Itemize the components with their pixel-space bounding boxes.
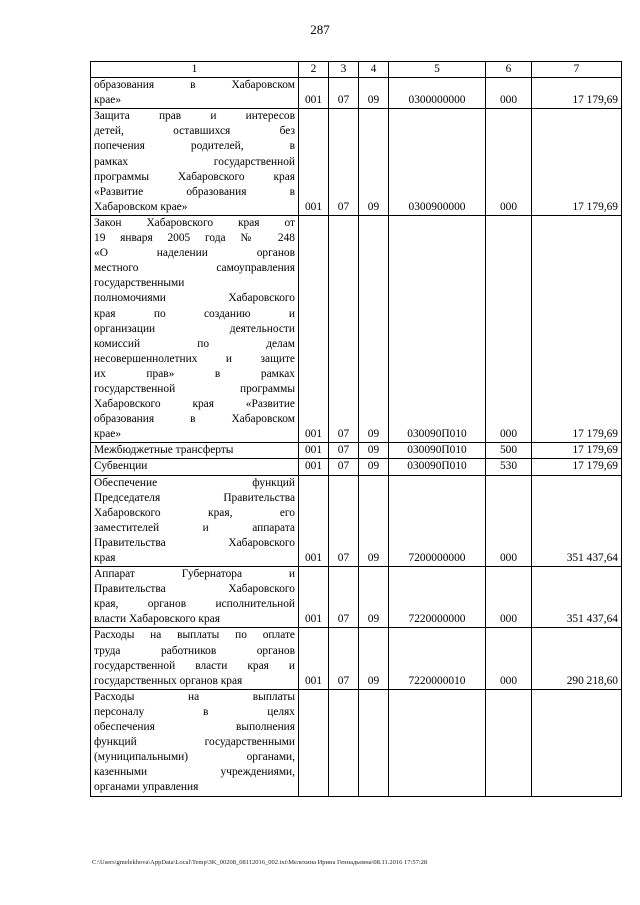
table-row: [91, 475, 622, 567]
target-article-cell: 0300900000: [389, 109, 486, 216]
expense-type-cell: 000: [486, 475, 532, 567]
amount-cell: 351 437,64: [532, 475, 622, 567]
row-name-cell: [91, 459, 299, 475]
header-col-3: 3: [329, 62, 359, 78]
header-col-1: 1: [91, 62, 299, 78]
header-col-7: 7: [532, 62, 622, 78]
section-cell: 07: [329, 459, 359, 475]
section-cell: 07: [329, 628, 359, 689]
amount-cell: 17 179,69: [532, 78, 622, 109]
expense-type-cell: [486, 689, 532, 796]
row-name-line: Хабаровского края «Развитие: [94, 398, 295, 411]
row-name-line: несовершеннолетних и защите: [94, 352, 295, 365]
row-name-line: 19 января 2005 года № 248: [94, 232, 295, 245]
subsection-cell: 09: [359, 475, 389, 567]
row-name-line: Расходы на выплаты по оплате: [94, 629, 295, 642]
section-cell: [329, 689, 359, 796]
table-row: [91, 567, 622, 628]
amount-cell: 351 437,64: [532, 567, 622, 628]
file-path-footer: C:\Users\gmelekhova\AppData\Local\Temp\3K_00208_08112016_002.txt\Мелехина Ирина Геннадьевна\08.11.2016 17:57:28: [92, 859, 428, 866]
row-name-cell: [91, 567, 299, 628]
admin-code-cell: 001: [299, 567, 329, 628]
row-name-line: края: [94, 552, 116, 564]
subsection-cell: 09: [359, 78, 389, 109]
row-name-cell: [91, 475, 299, 567]
row-name-line: края по созданию и: [94, 307, 295, 320]
row-name-line: (муниципальными) органами,: [94, 751, 295, 764]
row-name-line: попечения родителей, в: [94, 140, 295, 153]
target-article-cell: 0300000000: [389, 78, 486, 109]
row-name-line: Правительства Хабаровского: [94, 583, 295, 596]
expense-type-cell: 000: [486, 567, 532, 628]
admin-code-cell: 001: [299, 628, 329, 689]
row-name-line: программы Хабаровского края: [94, 170, 295, 183]
table-row: [91, 628, 622, 689]
admin-code-cell: 001: [299, 215, 329, 442]
section-cell: 07: [329, 443, 359, 459]
subsection-cell: 09: [359, 628, 389, 689]
row-name-line: Хабаровском крае»: [94, 200, 188, 213]
expense-type-cell: 000: [486, 109, 532, 216]
amount-cell: 17 179,69: [532, 443, 622, 459]
section-cell: 07: [329, 109, 359, 216]
expense-type-cell: 530: [486, 459, 532, 475]
row-name-line: комиссий по делам: [94, 337, 295, 350]
section-cell: 07: [329, 78, 359, 109]
row-name-line: органами управления: [94, 781, 199, 794]
admin-code-cell: 001: [299, 109, 329, 216]
amount-cell: 290 218,60: [532, 628, 622, 689]
page-number: 287: [310, 22, 330, 37]
row-name-cell: [91, 78, 299, 109]
row-name-line: «Развитие образования в: [94, 185, 295, 198]
row-name-line: образования в Хабаровском: [94, 413, 295, 426]
row-name-line: государственных органов края: [94, 674, 243, 687]
amount-cell: 17 179,69: [532, 215, 622, 442]
expense-type-cell: 000: [486, 78, 532, 109]
row-name-line: рамках государственной: [94, 155, 295, 168]
row-name-cell: [91, 215, 299, 442]
target-article-cell: 030090П010: [389, 443, 486, 459]
row-name-line: крае»: [94, 94, 122, 107]
row-name-line: их прав» в рамках: [94, 367, 295, 380]
row-name-line: Расходы на выплаты: [94, 690, 295, 703]
row-name-cell: [91, 443, 299, 459]
section-cell: 07: [329, 475, 359, 567]
row-name-line: Председателя Правительства: [94, 491, 295, 504]
subsection-cell: 09: [359, 459, 389, 475]
row-name-cell: [91, 109, 299, 216]
row-name-line: края, органов исполнительной: [94, 598, 295, 611]
budget-table: [90, 61, 622, 797]
row-name-line: Межбюджетные трансферты: [94, 444, 234, 457]
header-row: [91, 62, 622, 78]
header-col-6: 6: [486, 62, 532, 78]
admin-code-cell: 001: [299, 443, 329, 459]
header-col-5: 5: [389, 62, 486, 78]
subsection-cell: 09: [359, 215, 389, 442]
row-name-line: крае»: [94, 428, 122, 441]
row-name-line: власти Хабаровского края: [94, 613, 220, 626]
row-name-line: Закон Хабаровского края от: [94, 216, 295, 229]
row-name-line: функций государственными: [94, 736, 295, 749]
row-name-line: Защита прав и интересов: [94, 110, 295, 123]
row-name-line: государственными: [94, 277, 185, 290]
amount-cell: 17 179,69: [532, 109, 622, 216]
target-article-cell: 7220000010: [389, 628, 486, 689]
row-name-line: детей, оставшихся без: [94, 125, 295, 138]
row-name-line: полномочиями Хабаровского: [94, 292, 295, 305]
row-name-line: местного самоуправления: [94, 262, 295, 275]
subsection-cell: [359, 689, 389, 796]
table-row: [91, 459, 622, 475]
row-name-line: казенными учреждениями,: [94, 766, 295, 779]
row-name-line: Обеспечение функций: [94, 476, 295, 489]
row-name-line: персоналу в целях: [94, 705, 295, 718]
section-cell: 07: [329, 567, 359, 628]
section-cell: 07: [329, 215, 359, 442]
table-row: [91, 443, 622, 459]
table-row: [91, 78, 622, 109]
target-article-cell: [389, 689, 486, 796]
table-row: [91, 109, 622, 216]
target-article-cell: 7220000000: [389, 567, 486, 628]
admin-code-cell: 001: [299, 475, 329, 567]
row-name-line: организации деятельности: [94, 322, 295, 335]
row-name-cell: [91, 628, 299, 689]
row-name-line: Правительства Хабаровского: [94, 536, 295, 549]
row-name-line: Хабаровского края, его: [94, 506, 295, 519]
amount-cell: [532, 689, 622, 796]
row-name-line: заместителей и аппарата: [94, 521, 295, 534]
table-row: [91, 689, 622, 796]
target-article-cell: 7200000000: [389, 475, 486, 567]
subsection-cell: 09: [359, 567, 389, 628]
header-col-4: 4: [359, 62, 389, 78]
amount-cell: 17 179,69: [532, 459, 622, 475]
row-name-line: Субвенции: [94, 460, 148, 473]
row-name-line: государственной программы: [94, 382, 295, 395]
subsection-cell: 09: [359, 443, 389, 459]
row-name-line: образования в Хабаровском: [94, 79, 295, 92]
admin-code-cell: 001: [299, 78, 329, 109]
row-name-line: труда работников органов: [94, 644, 295, 657]
subsection-cell: 09: [359, 109, 389, 216]
expense-type-cell: 500: [486, 443, 532, 459]
row-name-cell: [91, 689, 299, 796]
target-article-cell: 030090П010: [389, 215, 486, 442]
row-name-line: Аппарат Губернатора и: [94, 568, 295, 581]
admin-code-cell: 001: [299, 459, 329, 475]
expense-type-cell: 000: [486, 628, 532, 689]
row-name-line: обеспечения выполнения: [94, 721, 295, 734]
admin-code-cell: [299, 689, 329, 796]
row-name-line: «О наделении органов: [94, 247, 295, 260]
table-row: [91, 215, 622, 442]
header-col-2: 2: [299, 62, 329, 78]
expense-type-cell: 000: [486, 215, 532, 442]
target-article-cell: 030090П010: [389, 459, 486, 475]
row-name-line: государственной власти края и: [94, 659, 295, 672]
